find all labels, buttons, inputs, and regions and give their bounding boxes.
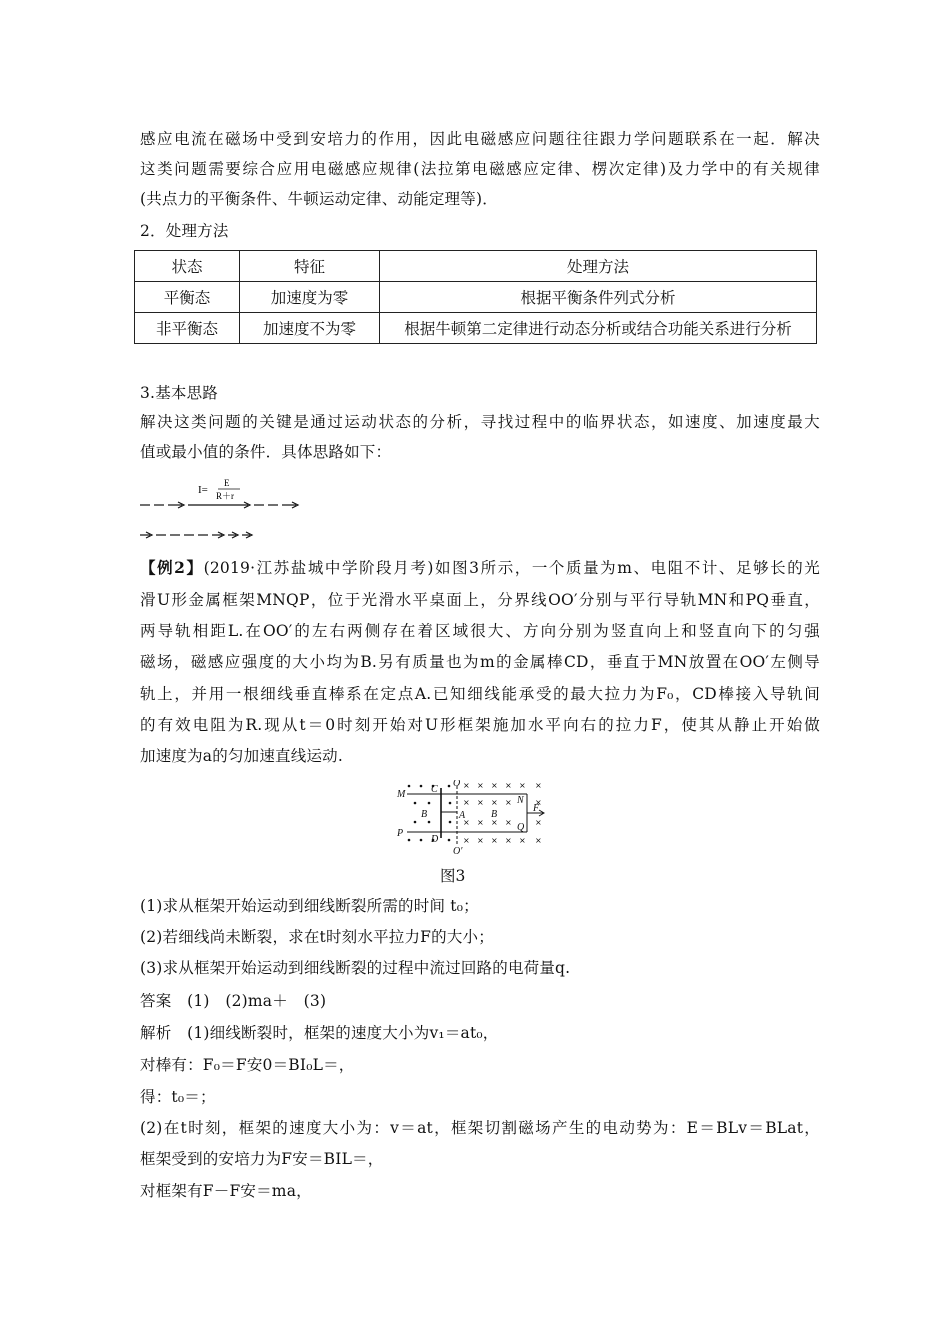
figure-label-p: P (397, 828, 404, 839)
table-header-cell: 特征 (240, 251, 380, 282)
table-cell: 加速度为零 (240, 282, 380, 313)
table-header-cell: 处理方法 (380, 251, 817, 282)
figure-label-q: Q (517, 822, 525, 833)
answer-line: 答案 (1) (2)ma＋ (3) (140, 992, 327, 1010)
figure-label-n: N (517, 795, 524, 806)
reasoning-flow-diagram (140, 476, 320, 546)
example-line-7: 加速度为a的匀加速直线运动. (140, 747, 343, 765)
svg-text:×: × (477, 781, 484, 790)
figure-label-o-bottom: O′ (453, 846, 463, 857)
svg-text:×: × (535, 818, 542, 827)
table-row (135, 282, 817, 313)
figure-label-b-left: B (421, 809, 428, 820)
example-line-4: 磁场，磁感应强度的大小均为B.另有质量也为m的金属棒CD，垂直于MN放置在OO′左侧导 (140, 653, 820, 671)
example-tag: 【例2】 (140, 558, 204, 577)
example-line-5: 轨上，并用一根细线垂直棒系在定点A.已知细线能承受的最大拉力为F₀，CD棒接入导轨间 (140, 685, 820, 703)
analysis-line-4: (2)在t时刻，框架的速度大小为：v＝at，框架切割磁场产生的电动势为：E＝BLv＝BLat， (140, 1119, 820, 1137)
example-line-6: 的有效电阻为R.现从t＝0时刻开始对U形框架施加水平向右的拉力F，使其从静止开始做 (140, 716, 820, 734)
svg-text:×: × (477, 836, 484, 845)
analysis-line-2: 对棒有：F₀＝F安0＝BI₀L＝， (140, 1056, 355, 1074)
analysis-line-1: 解析 (1)细线断裂时，框架的速度大小为v₁＝at₀， (140, 1024, 499, 1042)
svg-text:×: × (463, 781, 470, 790)
section-2-heading: 2．处理方法 (140, 222, 229, 240)
svg-text:×: × (463, 798, 470, 807)
svg-text:×: × (519, 836, 526, 845)
svg-text:×: × (505, 818, 512, 827)
figure-label-m: M (397, 789, 406, 800)
analysis-line-5: 框架受到的安培力为F安＝BIL＝， (140, 1150, 384, 1168)
figure-label-f: F (533, 803, 540, 814)
intro-line-3: (共点力的平衡条件、牛顿运动定律、动能定理等)． (140, 190, 498, 208)
method-table (134, 250, 817, 344)
question-1: (1)求从框架开始运动到细线断裂所需的时间 t₀； (140, 897, 479, 915)
figure-caption: 图3 (440, 867, 466, 885)
example-line-3: 两导轨相距L.在OO′的左右两侧存在着区域很大、方向分别为竖直向上和竖直向下的匀强 (140, 622, 820, 640)
figure-label-c: C (431, 784, 438, 795)
table-header-cell: 状态 (135, 251, 240, 282)
table-row (135, 313, 817, 344)
figure-3-magnetic-field-diagram (395, 780, 555, 858)
svg-text:×: × (535, 836, 542, 845)
svg-text:×: × (491, 818, 498, 827)
svg-text:×: × (505, 836, 512, 845)
table-cell: 根据平衡条件列式分析 (380, 282, 817, 313)
table-cell: 根据牛顿第二定律进行动态分析或结合功能关系进行分析 (380, 313, 817, 344)
flow-formula-denominator: R＋r (216, 491, 235, 501)
figure-label-o-top: O (453, 780, 461, 789)
section-3-line-1: 解决这类问题的关键是通过运动状态的分析，寻找过程中的临界状态，如速度、加速度最大 (140, 413, 820, 431)
intro-line-2: 这类问题需要综合应用电磁感应规律(法拉第电磁感应定律、楞次定律)及力学中的有关规律 (140, 160, 820, 178)
svg-text:×: × (463, 836, 470, 845)
svg-text:×: × (505, 798, 512, 807)
figure-label-b-right: B (491, 809, 498, 820)
figure-label-d: D (431, 834, 439, 845)
svg-text:×: × (505, 781, 512, 790)
svg-text:×: × (535, 781, 542, 790)
intro-line-1: 感应电流在磁场中受到安培力的作用，因此电磁感应问题往往跟力学问题联系在一起．解决 (140, 130, 820, 148)
section-3-line-2: 值或最小值的条件．具体思路如下： (140, 443, 392, 461)
table-header-row (135, 251, 817, 282)
analysis-line-6: 对框架有F－F安＝ma， (140, 1182, 312, 1200)
svg-text:×: × (477, 818, 484, 827)
figure-label-a: A (459, 810, 466, 821)
svg-text:×: × (491, 798, 498, 807)
svg-text:×: × (463, 818, 470, 827)
svg-text:×: × (535, 798, 542, 807)
example-text-1: (2019·江苏盐城中学阶段月考)如图3所示，一个质量为m、电阻不计、足够长的光 (203, 559, 821, 577)
section-3-heading: 3.基本思路 (140, 384, 218, 402)
flow-formula-numerator: E (224, 478, 230, 488)
question-2: (2)若细线尚未断裂，求在t时刻水平拉力F的大小； (140, 928, 494, 946)
example-line-1 (140, 557, 820, 579)
analysis-line-3: 得：t₀＝； (140, 1088, 216, 1106)
svg-text:×: × (477, 798, 484, 807)
table-cell: 加速度不为零 (240, 313, 380, 344)
flow-formula-lhs: I= (198, 484, 208, 496)
svg-text:×: × (491, 781, 498, 790)
table-cell: 平衡态 (135, 282, 240, 313)
question-3: (3)求从框架开始运动到细线断裂的过程中流过回路的电荷量q. (140, 959, 571, 977)
example-line-2: 滑U形金属框架MNQP，位于光滑水平桌面上，分界线OO′分别与平行导轨MN和PQ垂直， (140, 591, 820, 609)
svg-text:×: × (491, 836, 498, 845)
table-cell: 非平衡态 (135, 313, 240, 344)
svg-text:×: × (519, 781, 526, 790)
